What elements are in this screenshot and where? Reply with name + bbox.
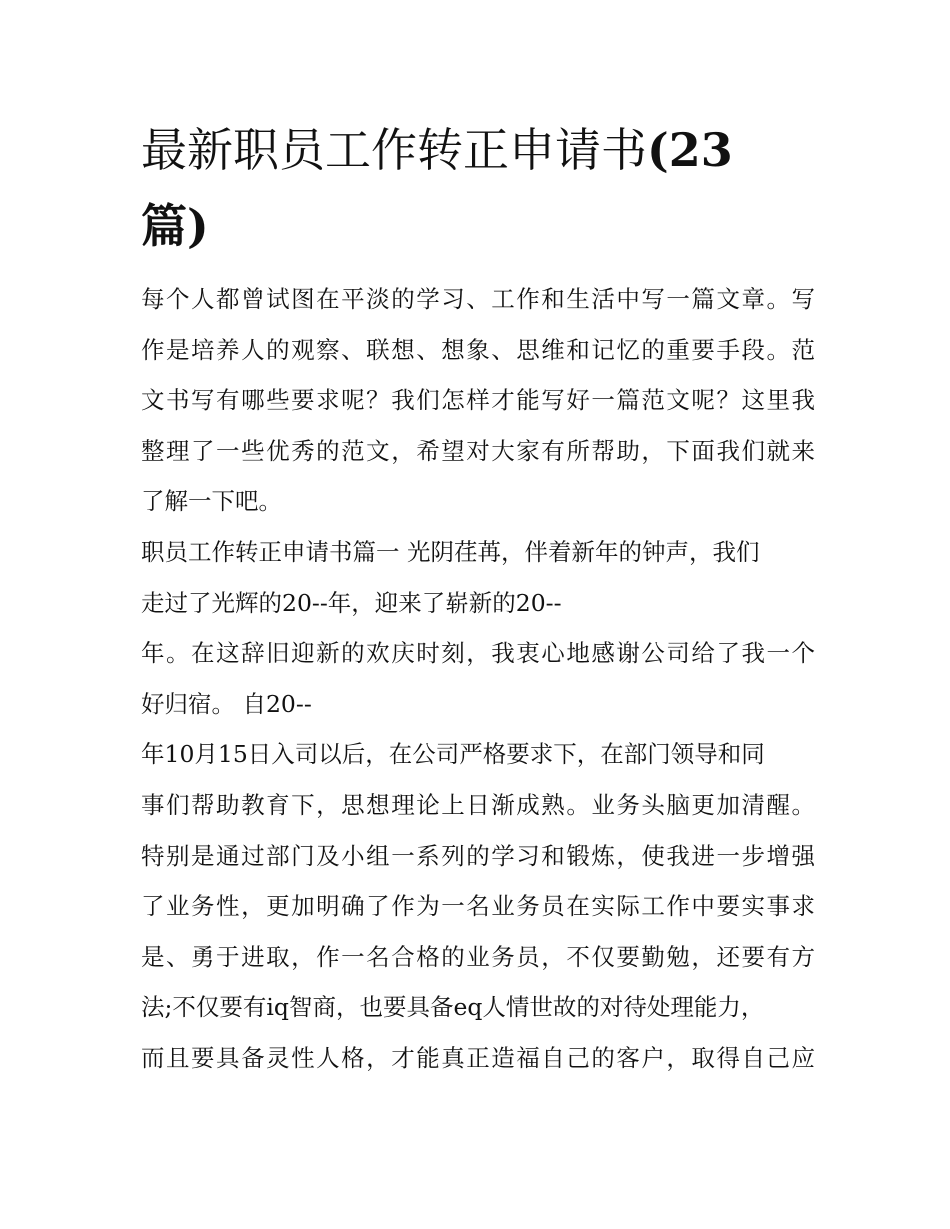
body-line-4: 整理了一些优秀的范文，希望对大家有所帮助，下面我们就来 xyxy=(141,436,815,465)
body-line-16: 而且要具备灵性人格，才能真正造福自己的客户，取得自己应 xyxy=(141,1043,815,1072)
body-line-12: 特别是通过部门及小组一系列的学习和锻炼，使我进一步增强 xyxy=(141,841,815,870)
body-line-9: 好归宿。 自20-- xyxy=(141,689,312,718)
body-line-11: 事们帮助教育下，思想理论上日渐成熟。业务头脑更加清醒。 xyxy=(141,790,815,819)
body-line-15: 法;不仅要有iq智商，也要具备eq人情世故的对待处理能力， xyxy=(141,993,765,1022)
document-body xyxy=(141,274,815,1084)
body-line-3: 文书写有哪些要求呢？我们怎样才能写好一篇范文呢？这里我 xyxy=(141,386,815,415)
document-title xyxy=(141,112,821,264)
body-line-13: 了业务性，更加明确了作为一名业务员在实际工作中要实事求 xyxy=(141,892,815,921)
title-count: (23 xyxy=(647,123,733,177)
body-line-1: 每个人都曾试图在平淡的学习、工作和生活中写一篇文章。写 xyxy=(141,285,815,313)
body-line-2: 作是培养人的观察、联想、想象、思维和记忆的重要手段。范 xyxy=(141,335,815,364)
title-text: 最新职员工作转正申请书 xyxy=(141,123,647,177)
body-line-7: 走过了光辉的20--年，迎来了崭新的20-- xyxy=(141,588,562,617)
body-line-8: 年。在这辞旧迎新的欢庆时刻，我衷心地感谢公司给了我一个 xyxy=(141,639,815,668)
body-line-10: 年10月15日入司以后，在公司严格要求下，在部门领导和同 xyxy=(141,740,765,769)
body-line-5: 了解一下吧。 xyxy=(141,487,282,516)
body-line-6: 职员工作转正申请书篇一 光阴荏苒，伴着新年的钟声，我们 xyxy=(141,537,760,566)
title-count-end: 篇) xyxy=(141,199,209,253)
body-line-14: 是、勇于进取，作一名合格的业务员，不仅要勤勉，还要有方 xyxy=(141,942,815,971)
